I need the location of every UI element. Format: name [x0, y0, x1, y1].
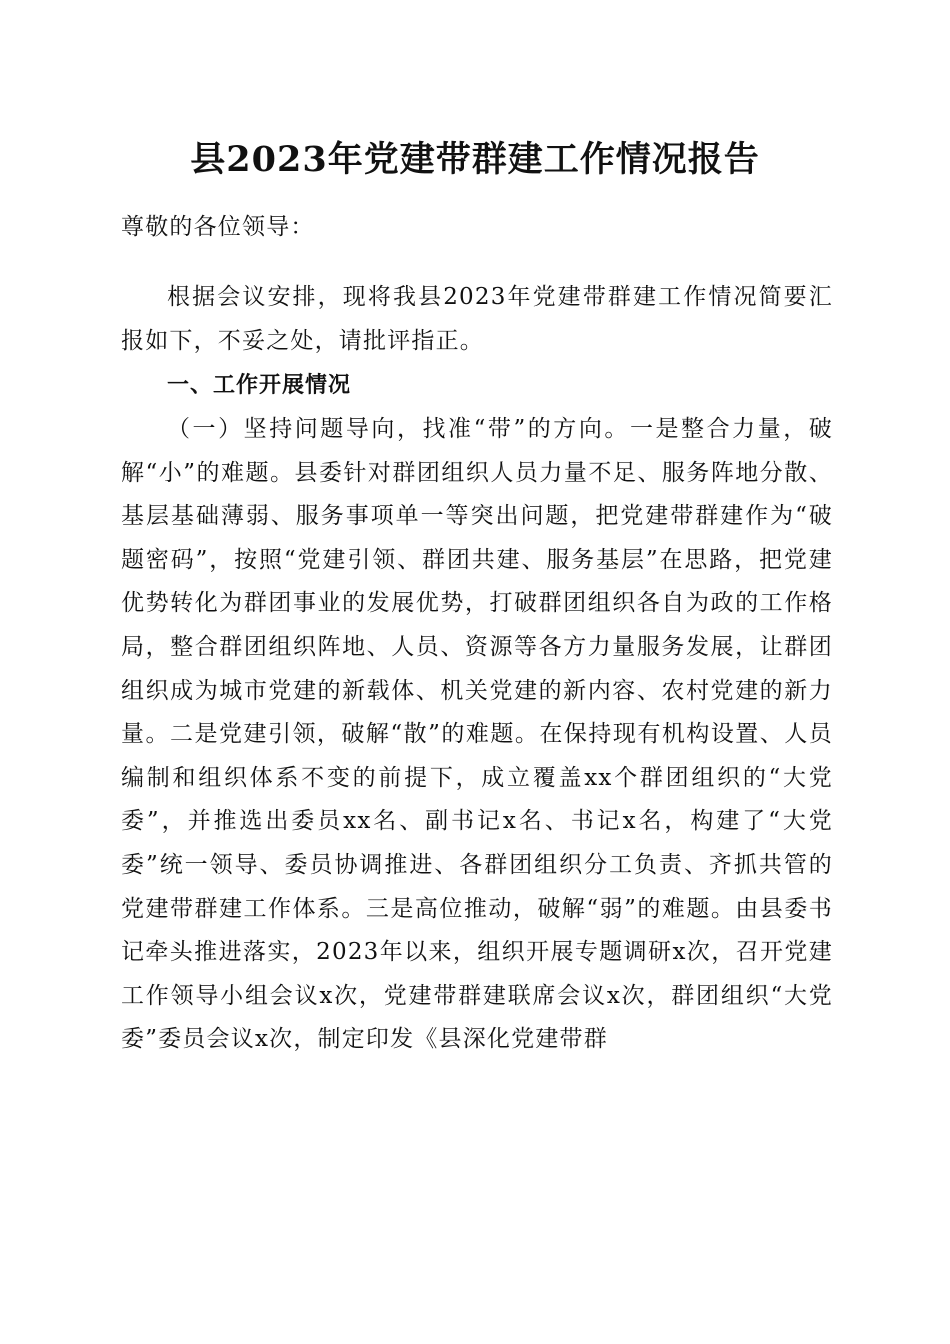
document-title: 县2023年党建带群建工作情况报告 — [190, 139, 760, 180]
section-heading: 一、工作开展情况 — [167, 373, 352, 398]
body-paragraph: （一）坚持问题导向，找准“带”的方向。一是整合力量，破解“小”的难题。县委针对群团组织人员力量不足、服务阵地分散、基层基础薄弱、服务事项单一等突出问题，把党建带群建作为“破题密码”，按照“党建引领、群团共建、服务基层”在思路，把党建优势转化为群团事业的发展优势，打破群团组织各自为政的工作格局，整合群团组织阵地、人员、资源等各方力量服务发展，让群团组织成为城市党建的新载体、机关党建的新内容、农村党建的新力量。二是党建引领，破解“散”的难题。在保持现有机构设置、人员编制和组织体系不变的前提下，成立覆盖xx个群团组织的“大党委”，并推选出委员xx名、副书记x名、书记x名，构建了“大党委”统一领导、委员协调推进、各群团组织分工负责、齐抓共管的党建带群建工作体系。三是高位推动，破解“弱”的难题。由县委书记牵头推进落实，2023年以来，组织开展专题调研x次，召开党建工作领导小组会议x次，党建带群建联席会议x次，群团组织“大党委”委员会议x次，制定印发《县深化党建带群 — [121, 416, 833, 1053]
intro-paragraph: 根据会议安排，现将我县2023年党建带群建工作情况简要汇报如下，不妥之处，请批评指正。 — [121, 284, 833, 354]
salutation: 尊敬的各位领导： — [121, 214, 315, 240]
